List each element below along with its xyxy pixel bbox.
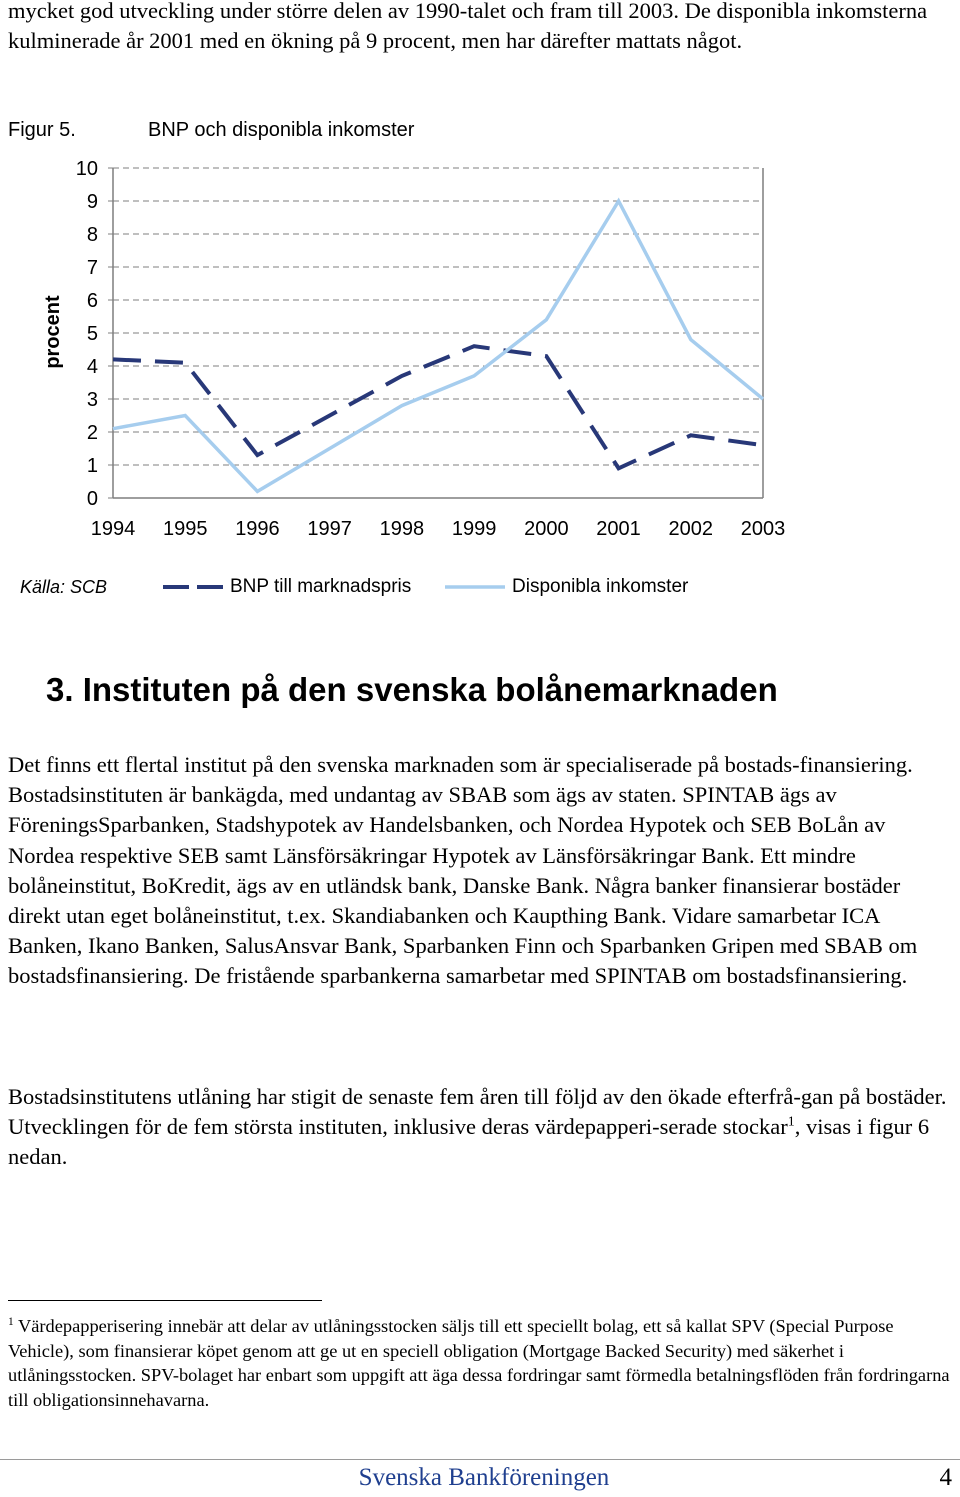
y-tick-label: 4 (86, 356, 98, 378)
x-tick-label: 1995 (162, 518, 208, 540)
body-paragraph-1: Det finns ett flertal institut på den svenska marknaden som är specialiserade på bostads-finansiering. Bostadsinstituten är bankägda, med undantag av SBAB som ägs av staten. SPINTAB ägs av FöreningsSparbanken, Stadshypotek av Handelsbanken, och Nordea Hypotek och SEB BoLån av Nordea respektive SEB samt Länsförsäkringar Hypotek av Länsförsäkringar Bank. Ett mindre bolåneinstitut, BoKredit, ägs av en utländsk bank, Danske Bank. Några banker finansierar bostäder direkt utan eget bolåneinstitut, t.ex. Skandiabanken och Kaupthing Bank. Vidare samarbetar ICA Banken, Ikano Banken, SalusAnsvar Bank, Sparbanken Finn och Sparbanken Gripen med SBAB om bostadsfinansiering. De fristående sparbankerna samarbetar med SPINTAB om bostadsfinansiering. (8, 752, 918, 989)
line-chart (0, 108, 960, 608)
x-tick-label: 1996 (235, 518, 280, 540)
y-tick-label: 0 (86, 488, 98, 510)
x-tick-label: 2001 (596, 518, 641, 540)
figure-label: Figur 5. (8, 119, 76, 141)
chart-source: Källa: SCB (20, 577, 108, 597)
legend (163, 576, 689, 597)
p2-text: Bostadsinstitutens utlåning har stigit de senaste fem åren till följd av den ökade efterfrå-gan på bostäder. Utvecklingen för de fem största instituten, inklusive deras värdepapperi-serade stockar (8, 1084, 947, 1140)
figure-5 (0, 108, 960, 608)
footnote-reference: 1 (787, 1114, 795, 1130)
y-tick-label: 6 (86, 290, 98, 312)
y-tick-label: 5 (86, 323, 98, 345)
page-number: 4 (939, 1464, 952, 1491)
y-tick-label: 8 (86, 224, 98, 246)
legend-label-1: BNP till marknadspris (230, 576, 412, 597)
series-lines (113, 201, 763, 491)
footer-organization: Svenska Bankföreningen (358, 1464, 610, 1491)
x-tick-label: 2000 (524, 518, 569, 540)
x-tick-label: 1994 (90, 518, 136, 540)
footnote (8, 1314, 952, 1412)
y-tick-label: 9 (86, 191, 98, 213)
footnote-separator (8, 1300, 322, 1301)
footnote-marker: 1 (8, 1315, 14, 1328)
x-tick-labels (91, 518, 786, 540)
x-tick-label: 2003 (740, 518, 786, 540)
y-tick-labels (76, 158, 98, 510)
x-tick-label: 2002 (668, 518, 714, 540)
y-tick-label: 1 (86, 455, 98, 477)
chart-title: BNP och disponibla inkomster (148, 119, 415, 141)
body-paragraph-2 (8, 1082, 950, 1173)
y-tick-label: 10 (75, 158, 98, 180)
series-line-1 (113, 346, 763, 468)
intro-paragraph: mycket god utveckling under större delen av 1990-talet och fram till 2003. De disponibla inkomsterna kulminerade år 2001 med en ökning på 9 procent, men har därefter mattats något. (8, 0, 928, 54)
y-tick-label: 3 (86, 389, 98, 411)
y-tick-label: 2 (86, 422, 98, 444)
section-heading: 3. Instituten på den svenska bolånemarknaden (46, 671, 778, 708)
legend-label-2: Disponibla inkomster (512, 576, 689, 597)
p2-text-end: , visas i figur 6 nedan. (8, 1114, 930, 1170)
footnote-text: Värdepapperisering innebär att delar av utlåningsstocken säljs till ett speciellt bolag, ett så kallat SPV (Special Purpose Vehicle), som finansierar köpet genom att ge ut en speciell obligation (Mortgage Backed Security) med säkerhet i utlåningsstocken. SPV-bolaget har enbart som uppgift att äga dessa fordringar samt förmedla betalningsflöden från fordringarna till obligationsinnehavarna. (8, 1316, 950, 1410)
footer-divider (0, 1459, 960, 1460)
x-tick-label: 1998 (379, 518, 425, 540)
y-tick-label: 7 (86, 257, 98, 279)
y-axis-label: procent (42, 295, 64, 369)
x-tick-label: 1999 (451, 518, 497, 540)
gridlines (113, 168, 763, 465)
x-tick-label: 1997 (307, 518, 352, 540)
